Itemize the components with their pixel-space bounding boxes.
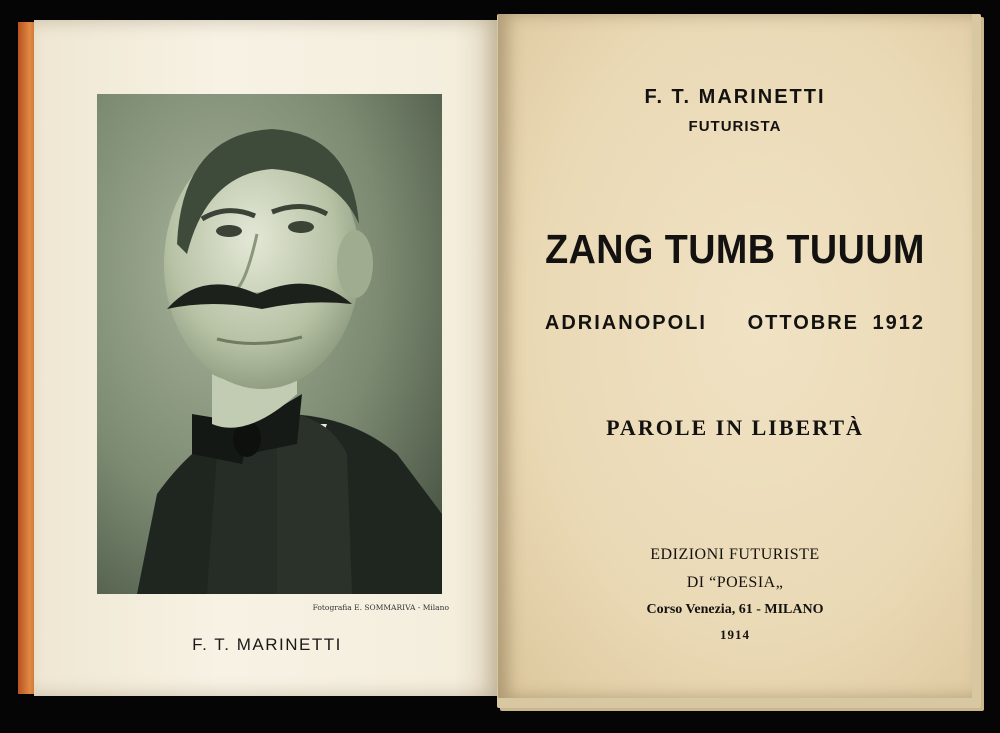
- publisher-line-1: EDIZIONI FUTURISTE: [650, 546, 820, 563]
- frontispiece-page: [34, 20, 500, 696]
- author-subtitle: FUTURISTA: [688, 118, 782, 135]
- frontispiece-caption: F. T. MARINETTI: [192, 635, 342, 654]
- place-date: ADRIANOPOLI OTTOBRE 1912: [544, 312, 926, 334]
- author-name: F. T. MARINETTI: [644, 86, 826, 108]
- title-page: [498, 14, 972, 698]
- tagline: PAROLE IN LIBERTÀ: [606, 415, 864, 440]
- publisher-address: Corso Venezia, 61 - MILANO: [646, 602, 824, 617]
- publisher-line-2: DI “POESIA„: [686, 574, 784, 591]
- publication-year: 1914: [720, 627, 750, 642]
- portrait-photo: [97, 94, 442, 594]
- book-title: ZANG TUMB TUUUM: [545, 226, 925, 272]
- portrait-icon: [97, 94, 442, 594]
- photo-credit: Fotografia E. SOMMARIVA - Milano: [312, 603, 449, 612]
